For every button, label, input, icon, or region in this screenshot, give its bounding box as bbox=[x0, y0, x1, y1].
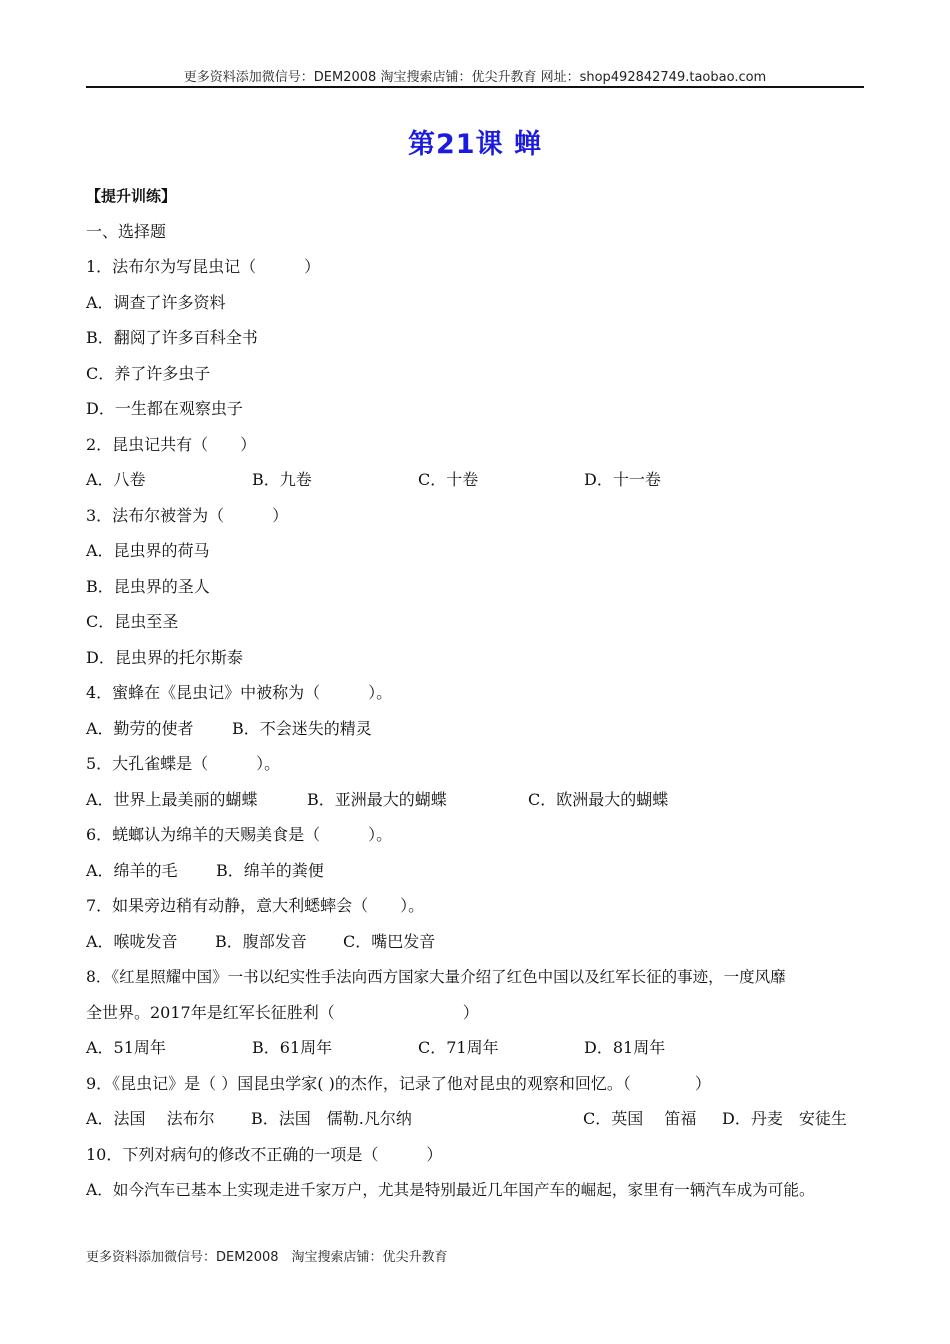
option-d: D．一生都在观察虫子 bbox=[86, 399, 243, 418]
option-a: A．喉咙发音 bbox=[86, 931, 178, 951]
option-row bbox=[86, 1036, 866, 1072]
option-row bbox=[86, 1107, 866, 1143]
option-row bbox=[86, 788, 866, 824]
option-row bbox=[86, 859, 866, 895]
option-a: A．八卷 bbox=[86, 470, 146, 489]
option-row bbox=[86, 717, 866, 753]
option-d: D．丹麦 安徒生 bbox=[722, 1109, 847, 1128]
option-b: B．法国 儒勒.凡尔纳 bbox=[251, 1109, 412, 1128]
option-a: A．绵羊的毛 bbox=[86, 860, 178, 880]
option-b: B．九卷 bbox=[252, 470, 312, 489]
option-b: B．腹部发音 bbox=[215, 931, 307, 951]
question-stem: 5．大孔雀蝶是（ ）。 bbox=[86, 754, 281, 773]
option-c: C．十卷 bbox=[418, 470, 479, 489]
header-divider bbox=[86, 86, 864, 88]
option-a: A．昆虫界的荷马 bbox=[86, 541, 210, 560]
section-tag: 【提升训练】 bbox=[86, 187, 177, 205]
option-c: C．欧洲最大的蝴蝶 bbox=[528, 789, 669, 809]
option-c: C．养了许多虫子 bbox=[86, 363, 211, 383]
option-b: B．不会迷失的精灵 bbox=[232, 718, 372, 738]
option-c: C．71周年 bbox=[418, 1038, 499, 1057]
question-stem: 8．《红星照耀中国》一书以纪实性手法向西方国家大量介绍了红色中国以及红军长征的事迹，一度风靡 bbox=[86, 968, 786, 986]
option-b: B．亚洲最大的蝴蝶 bbox=[307, 789, 447, 809]
question-stem-continued: 全世界。2017年是红军长征胜利（ ） bbox=[86, 1002, 479, 1022]
option-a: A．调查了许多资料 bbox=[86, 292, 226, 312]
document-title: 第21课 蝉 bbox=[408, 129, 542, 160]
question-stem: 7．如果旁边稍有动静，意大利蟋蟀会（ ）。 bbox=[86, 896, 425, 915]
option-row bbox=[86, 468, 866, 504]
option-d: D．十一卷 bbox=[584, 470, 661, 489]
option-row bbox=[86, 930, 866, 966]
question-stem: 4．蜜蜂在《昆虫记》中被称为（ ）。 bbox=[86, 683, 393, 702]
option-a: A．世界上最美丽的蝴蝶 bbox=[86, 789, 258, 809]
question-stem: 1．法布尔为写昆虫记（ ） bbox=[86, 257, 321, 276]
question-stem: 6．蜣螂认为绵羊的天赐美食是（ ）。 bbox=[86, 825, 393, 844]
option-a: A．51周年 bbox=[86, 1038, 166, 1057]
option-d: D．昆虫界的托尔斯泰 bbox=[86, 647, 243, 667]
option-b: B．翻阅了许多百科全书 bbox=[86, 328, 258, 347]
option-a: A．法国 法布尔 bbox=[86, 1109, 215, 1128]
exercise-content bbox=[86, 184, 866, 1214]
page-footer: 更多资料添加微信号：DEM2008 淘宝搜索店铺：优尖升教育 bbox=[86, 1250, 448, 1265]
part-heading: 一、选择题 bbox=[86, 221, 167, 241]
option-a: A．如今汽车已基本上实现走进千家万户，尤其是特别最近几年国产车的崛起，家里有一辆汽车成为可能。 bbox=[86, 1181, 815, 1199]
option-d: D．81周年 bbox=[584, 1038, 666, 1057]
option-b: B．昆虫界的圣人 bbox=[86, 576, 210, 596]
question-stem: 10．下列对病句的修改不正确的一项是（ ） bbox=[86, 1144, 443, 1164]
option-c: C．昆虫至圣 bbox=[86, 612, 179, 631]
option-b: B．绵羊的粪便 bbox=[216, 860, 324, 880]
option-a: A．勤劳的使者 bbox=[86, 718, 194, 738]
question-stem: 2．昆虫记共有（ ） bbox=[86, 434, 257, 454]
page-header: 更多资料添加微信号：DEM2008 淘宝搜索店铺：优尖升教育 网址：shop492842749.taobao.com bbox=[183, 70, 767, 85]
option-b: B．61周年 bbox=[252, 1038, 333, 1057]
option-c: C．嘴巴发音 bbox=[343, 931, 436, 951]
option-c: C．英国 笛福 bbox=[583, 1109, 697, 1128]
question-stem: 9．《昆虫记》是（ ）国昆虫学家( )的杰作，记录了他对昆虫的观察和回忆。（ ） bbox=[86, 1073, 711, 1093]
question-stem: 3．法布尔被誉为（ ） bbox=[86, 505, 289, 525]
